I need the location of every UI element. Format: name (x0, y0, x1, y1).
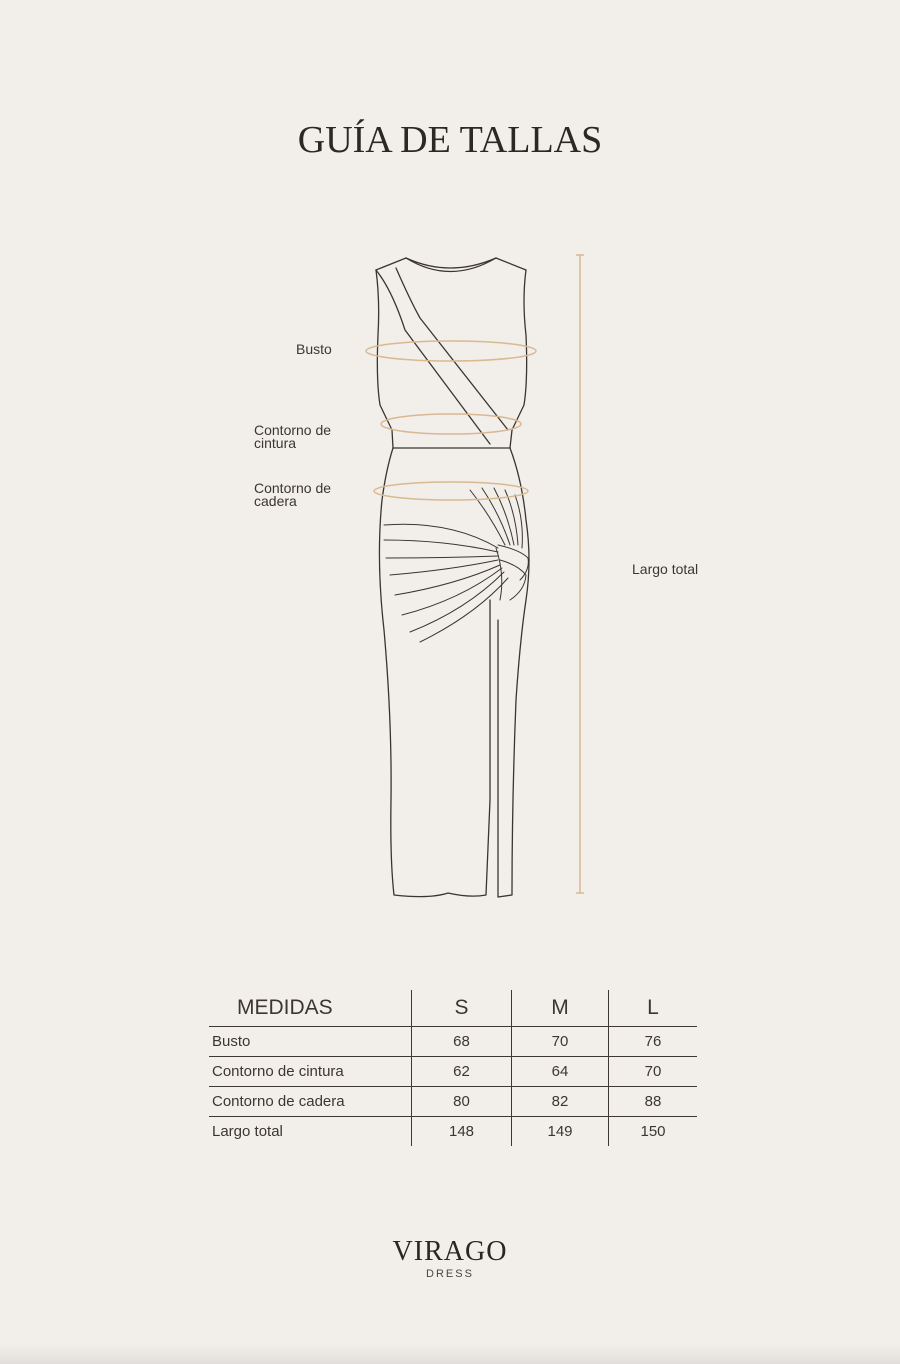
page-title: GUÍA DE TALLAS (297, 119, 603, 161)
cell-l: 70 (609, 1057, 698, 1087)
header-size-m: M (512, 990, 609, 1027)
table-row (209, 1087, 697, 1117)
brand-name: VIRAGO (392, 1236, 508, 1267)
size-table (209, 990, 697, 1146)
waist-measure-ring (381, 414, 521, 434)
length-label: Largo total (632, 561, 699, 577)
header-size-l: L (609, 990, 698, 1027)
waist-label: Contorno de cintura (254, 422, 332, 451)
row-label: Largo total (209, 1117, 412, 1147)
table-row (209, 1027, 697, 1057)
cell-l: 88 (609, 1087, 698, 1117)
row-label: Busto (209, 1027, 412, 1057)
cell-m: 70 (512, 1027, 609, 1057)
cell-s: 148 (412, 1117, 512, 1147)
brand-sub: DRESS (426, 1268, 474, 1280)
bottom-edge-shadow (0, 1344, 900, 1364)
header-measures: MEDIDAS (237, 996, 333, 1019)
dress-neckline-inner (406, 258, 496, 268)
brand-logo (0, 1236, 900, 1280)
cell-s: 68 (412, 1027, 512, 1057)
dress-neckline (406, 258, 496, 272)
hip-label: Contorno de cadera (254, 480, 332, 509)
cell-l: 150 (609, 1117, 698, 1147)
dress-skirt (379, 448, 529, 897)
row-label: Contorno de cadera (209, 1087, 412, 1117)
cell-m: 149 (512, 1117, 609, 1147)
table-row (209, 1117, 697, 1147)
table-row (209, 1057, 697, 1087)
cell-l: 76 (609, 1027, 698, 1057)
header-size-s: S (412, 990, 512, 1027)
size-table-header (209, 990, 697, 1027)
cell-m: 64 (512, 1057, 609, 1087)
row-label: Contorno de cintura (209, 1057, 412, 1087)
cell-m: 82 (512, 1087, 609, 1117)
cell-s: 62 (412, 1057, 512, 1087)
bust-label: Busto (296, 341, 332, 357)
cell-s: 80 (412, 1087, 512, 1117)
